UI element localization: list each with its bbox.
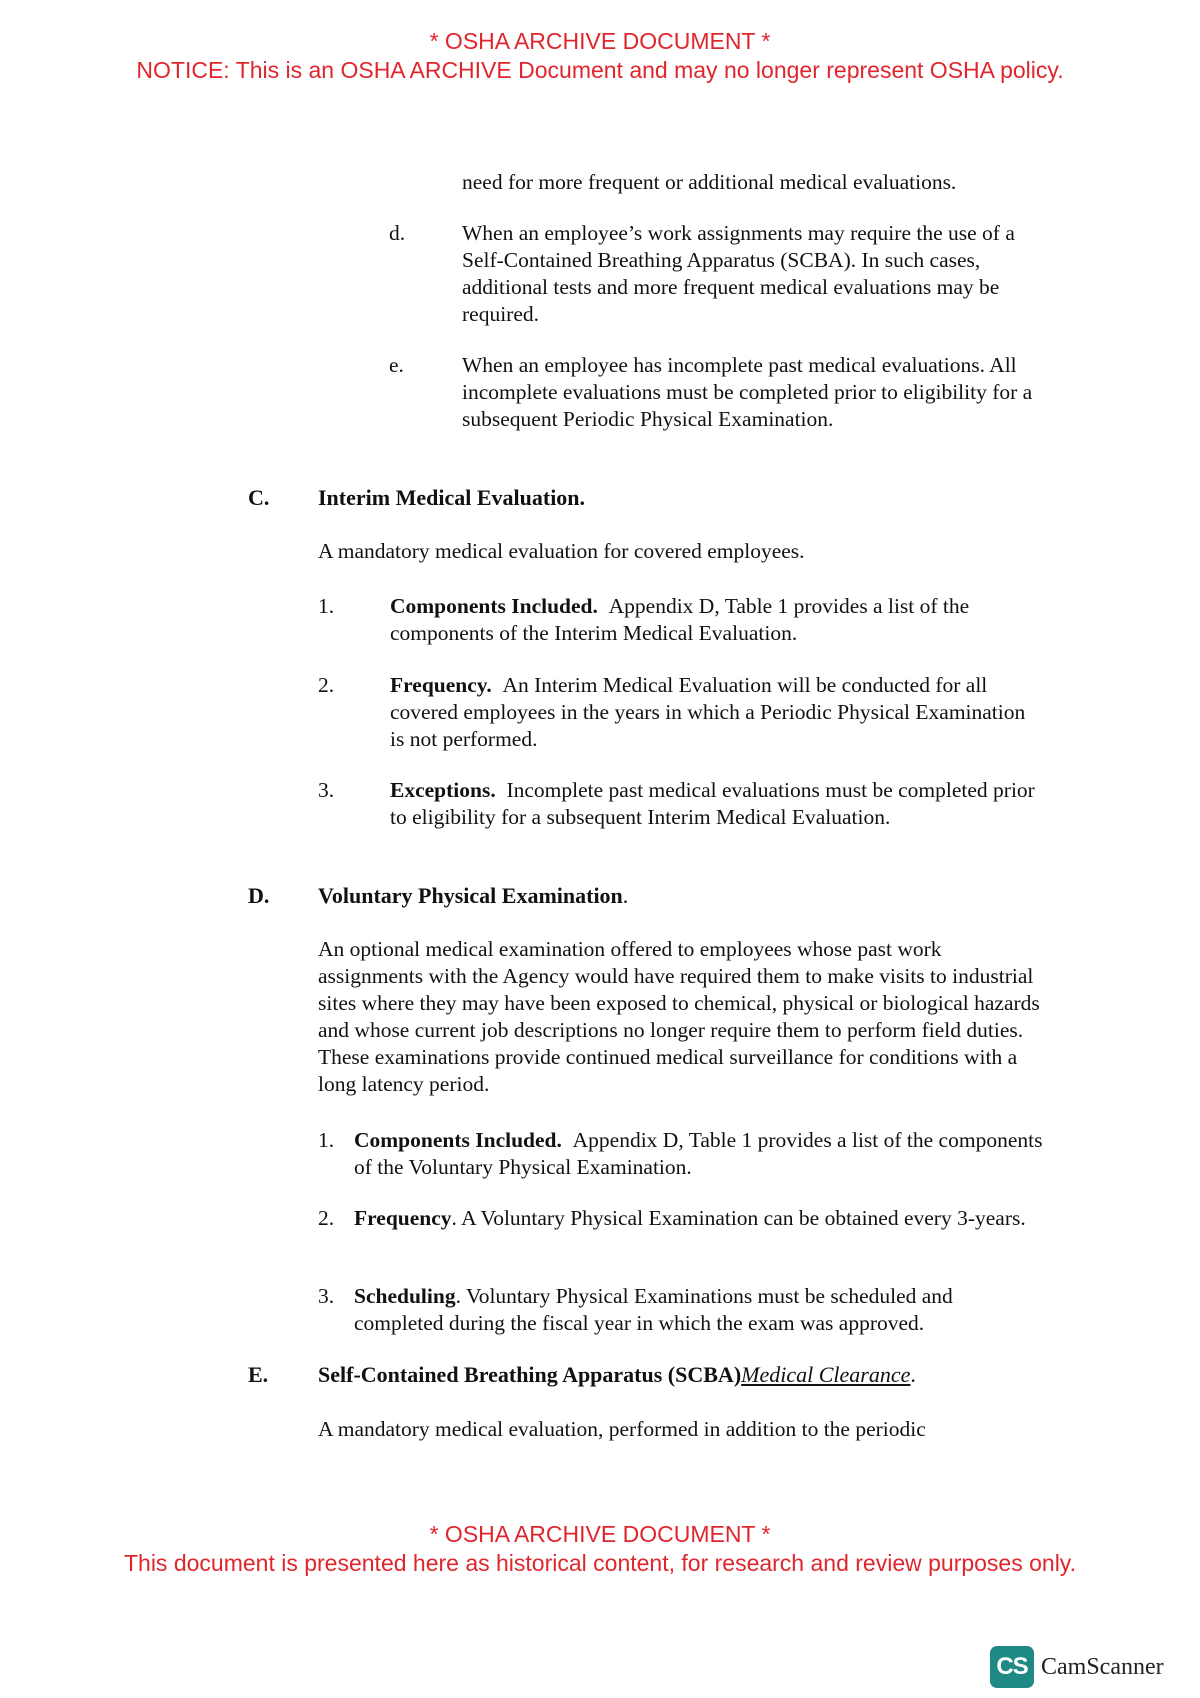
item-d-label: d. [389,221,406,245]
camscanner-logo-icon: CS [990,1646,1034,1688]
section-d-heading: Voluntary Physical Examination. [318,883,629,908]
section-d-item-1: Components Included. Appendix D, Table 1 provides a list of the components of the Voluntary Physical Examination. [354,1128,1043,1179]
section-c-heading: Interim Medical Evaluation. [318,485,586,510]
section-c-item-2: Frequency. An Interim Medical Evaluation will be conducted for all covered employees in the years in which a Periodic Physical Examination is not performed. [390,673,1026,751]
archive-notice: NOTICE: This is an OSHA ARCHIVE Document and may no longer represent OSHA policy. [136,57,1064,83]
section-d-item-2-num: 2. [318,1206,335,1230]
section-c-label: C. [248,485,270,510]
archive-title: * OSHA ARCHIVE DOCUMENT * [429,28,771,54]
section-d-item-3: Scheduling. Voluntary Physical Examinations must be scheduled and completed during the fiscal year in which the exam was approved. [354,1284,953,1335]
section-c-item-2-num: 2. [318,673,335,697]
item-e-label: e. [389,353,404,377]
section-d-item-2: Frequency. A Voluntary Physical Examination can be obtained every 3-years. [354,1206,1026,1230]
section-c-item-1: Components Included. Appendix D, Table 1 provides a list of the components of the Interim Medical Evaluation. [390,594,970,645]
section-e-heading: Self-Contained Breathing Apparatus (SCBA)Medical Clearance. [318,1362,916,1387]
archive-banner-bottom [0,1520,1200,1578]
camscanner-label: CamScanner [1041,1653,1164,1680]
section-d-intro: An optional medical examination offered to employees whose past work assignments with the Agency would have required them to make visits to industrial sites where they may have been exposed to chemical, physical or biological hazards and whose current job descriptions no longer require them to perform field duties. These examinations provide continued medical surveillance for conditions with a long latency period. [318,937,1040,1096]
section-c-intro: A mandatory medical evaluation for covered employees. [318,539,805,563]
continuation-text: need for more frequent or additional medical evaluations. [462,170,957,194]
section-e-label: E. [248,1362,269,1387]
section-c-item-3-num: 3. [318,778,335,802]
section-d-item-3-num: 3. [318,1284,335,1308]
medical-clearance-link: Medical Clearance [741,1362,911,1387]
section-d-item-1-num: 1. [318,1128,335,1152]
section-c-item-3: Exceptions. Incomplete past medical evaluations must be completed prior to eligibility for a subsequent Interim Medical Evaluation. [390,778,1035,829]
archive-disclaimer: This document is presented here as historical content, for research and review purposes only. [123,1550,1076,1576]
item-d-text: When an employee’s work assignments may require the use of a Self-Contained Breathing Apparatus (SCBA). In such cases, additional tests and more frequent medical evaluations may be required. [462,221,1015,326]
section-d-label: D. [248,883,270,908]
section-c-item-1-num: 1. [318,594,335,618]
archive-title-bottom: * OSHA ARCHIVE DOCUMENT * [429,1521,771,1547]
camscanner-watermark [990,1645,1180,1689]
section-e-intro: A mandatory medical evaluation, performed in addition to the periodic [318,1417,926,1441]
item-e-text: When an employee has incomplete past medical evaluations. All incomplete evaluations must be completed prior to eligibility for a subsequent Periodic Physical Examination. [462,353,1033,431]
archive-banner-top [0,27,1200,85]
